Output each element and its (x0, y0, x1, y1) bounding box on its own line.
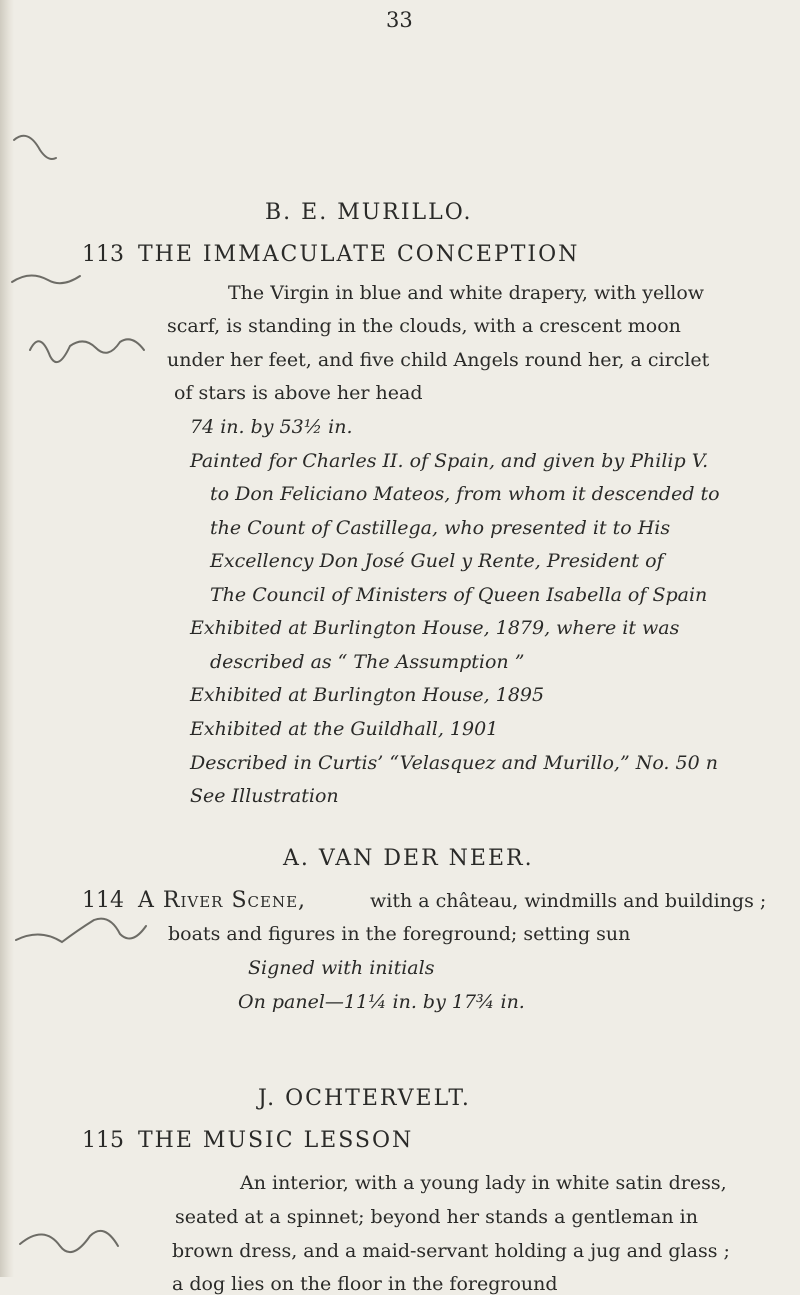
description-line: a dog lies on the floor in the foreground (172, 1273, 558, 1295)
dimensions-113: 74 in. by 53½ in. (190, 416, 353, 438)
dimensions-114: On panel—11¼ in. by 17¾ in. (238, 991, 525, 1013)
exhibition-line: Exhibited at Burlington House, 1895 (190, 684, 545, 706)
lot-title-114: A River Scene, (138, 888, 307, 913)
description-line: scarf, is standing in the clouds, with a crescent moon (167, 315, 681, 337)
description-line: boats and figures in the foreground; setting sun (168, 923, 631, 945)
lot-number-115: 115 (82, 1128, 124, 1153)
pencil-scribble-113b (30, 339, 144, 362)
lot-title-113: THE IMMACULATE CONCEPTION (138, 242, 580, 267)
provenance-line: Painted for Charles II. of Spain, and given by Philip V. (190, 450, 709, 472)
description-line: An interior, with a young lady in white satin dress, (240, 1172, 727, 1194)
pencil-scribble-115 (20, 1231, 118, 1252)
exhibition-line: Exhibited at the Guildhall, 1901 (190, 718, 499, 740)
description-line: seated at a spinnet; beyond her stands a gentleman in (175, 1206, 698, 1228)
provenance-line: to Don Feliciano Mateos, from whom it descended to (210, 483, 720, 505)
artist-heading-van-der-neer: A. VAN DER NEER. (283, 846, 534, 871)
description-line: brown dress, and a maid-servant holding a jug and glass ; (172, 1240, 730, 1262)
artist-heading-murillo: B. E. MURILLO. (265, 200, 473, 225)
description-line: under her feet, and five child Angels round her, a circlet (167, 349, 710, 371)
signature-note-114: Signed with initials (248, 957, 435, 979)
lot-title-115: THE MUSIC LESSON (138, 1128, 414, 1153)
lot-number-114: 114 (82, 888, 124, 913)
page-number: 33 (386, 8, 413, 32)
exhibition-line: described as “ The Assumption ” (210, 651, 525, 673)
literature-line: Described in Curtis’ “Velasquez and Murillo,” No. 50 n (190, 752, 718, 774)
illustration-note: See Illustration (190, 785, 339, 807)
provenance-line: The Council of Ministers of Queen Isabella of Spain (210, 584, 708, 606)
artist-heading-ochtervelt: J. OCHTERVELT. (258, 1086, 471, 1111)
description-line: The Virgin in blue and white drapery, with yellow (228, 282, 705, 304)
lot-number-113: 113 (82, 242, 124, 267)
pencil-scribble-113a (12, 275, 80, 283)
description-line: with a château, windmills and buildings ; (370, 890, 767, 912)
pencil-mark-top (14, 136, 56, 159)
provenance-line: the Count of Castillega, who presented it to His (210, 517, 671, 539)
exhibition-line: Exhibited at Burlington House, 1879, where it was (190, 617, 680, 639)
provenance-line: Excellency Don José Guel y Rente, President of (210, 550, 664, 572)
description-line: of stars is above her head (174, 382, 423, 404)
pencil-scribble-114 (16, 919, 146, 942)
